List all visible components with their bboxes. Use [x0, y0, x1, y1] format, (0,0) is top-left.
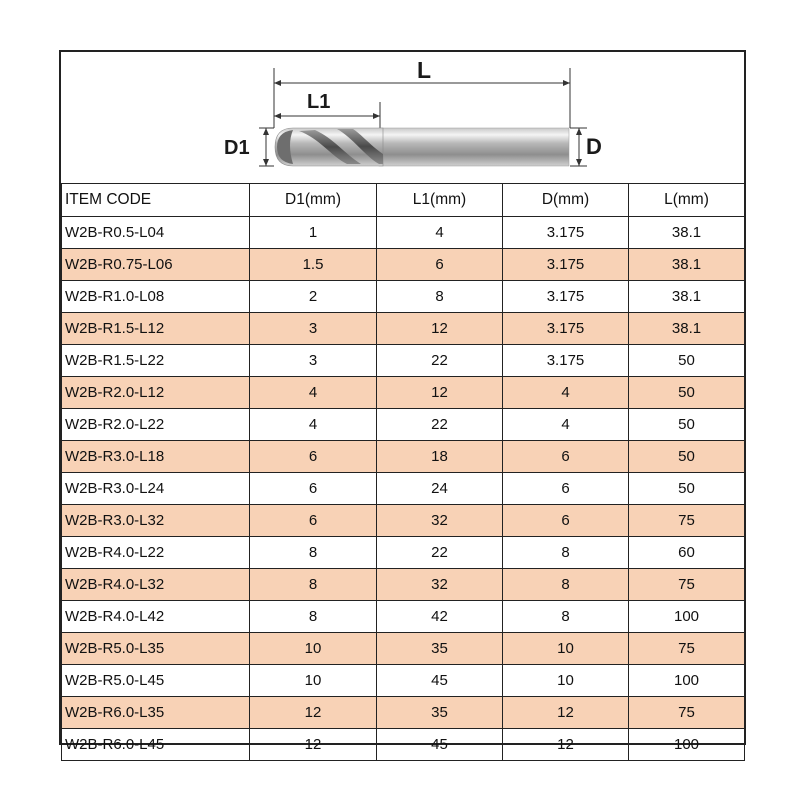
- cell-l1: 35: [377, 697, 503, 729]
- table-row: [62, 665, 745, 697]
- cell-item-code: W2B-R6.0-L35: [62, 697, 250, 729]
- cell-d1: 6: [250, 505, 377, 537]
- cell-l: 38.1: [629, 313, 745, 345]
- table-row: [62, 473, 745, 505]
- cell-l: 100: [629, 665, 745, 697]
- cell-l1: 22: [377, 537, 503, 569]
- dimension-D1: [259, 128, 274, 166]
- cell-d: 4: [503, 409, 629, 441]
- cell-item-code: W2B-R1.0-L08: [62, 281, 250, 313]
- table-header-row: [62, 184, 745, 217]
- cell-item-code: W2B-R5.0-L35: [62, 633, 250, 665]
- cell-d: 3.175: [503, 249, 629, 281]
- cell-d1: 2: [250, 281, 377, 313]
- cell-d1: 4: [250, 409, 377, 441]
- cell-l: 38.1: [629, 217, 745, 249]
- header-d1: D1(mm): [250, 184, 377, 217]
- spec-sheet-frame: [59, 50, 746, 753]
- cell-d: 8: [503, 537, 629, 569]
- cell-d: 6: [503, 473, 629, 505]
- cell-item-code: W2B-R0.5-L04: [62, 217, 250, 249]
- label-L: L: [417, 57, 432, 83]
- table-row: [62, 281, 745, 313]
- cell-l: 50: [629, 377, 745, 409]
- cell-l: 75: [629, 633, 745, 665]
- cell-d1: 3: [250, 345, 377, 377]
- cell-d1: 12: [250, 729, 377, 761]
- table-row: [62, 249, 745, 281]
- cell-d: 10: [503, 633, 629, 665]
- cell-item-code: W2B-R3.0-L32: [62, 505, 250, 537]
- table-row: [62, 313, 745, 345]
- cell-d: 3.175: [503, 345, 629, 377]
- cell-l: 100: [629, 601, 745, 633]
- table-row: [62, 633, 745, 665]
- cell-l1: 45: [377, 665, 503, 697]
- cell-item-code: W2B-R3.0-L18: [62, 441, 250, 473]
- cell-d1: 1.5: [250, 249, 377, 281]
- table-row: [62, 217, 745, 249]
- cell-l1: 4: [377, 217, 503, 249]
- cell-l1: 24: [377, 473, 503, 505]
- table-row: [62, 729, 745, 761]
- cell-d: 8: [503, 601, 629, 633]
- cell-d1: 8: [250, 537, 377, 569]
- cell-item-code: W2B-R4.0-L42: [62, 601, 250, 633]
- cell-item-code: W2B-R0.75-L06: [62, 249, 250, 281]
- table-row: [62, 441, 745, 473]
- cell-item-code: W2B-R3.0-L24: [62, 473, 250, 505]
- cell-d: 10: [503, 665, 629, 697]
- cell-item-code: W2B-R1.5-L12: [62, 313, 250, 345]
- cell-d1: 8: [250, 601, 377, 633]
- cell-d: 3.175: [503, 217, 629, 249]
- cell-d: 6: [503, 505, 629, 537]
- dimension-D: [570, 128, 587, 166]
- cell-l1: 42: [377, 601, 503, 633]
- cell-l1: 32: [377, 505, 503, 537]
- cell-d1: 3: [250, 313, 377, 345]
- cell-d1: 6: [250, 473, 377, 505]
- table-row: [62, 409, 745, 441]
- table-row: [62, 377, 745, 409]
- cell-d1: 1: [250, 217, 377, 249]
- label-L1: L1: [307, 91, 331, 113]
- table-row: [62, 345, 745, 377]
- cell-d: 6: [503, 441, 629, 473]
- cell-d1: 10: [250, 633, 377, 665]
- cell-d: 3.175: [503, 281, 629, 313]
- cell-l: 75: [629, 505, 745, 537]
- cell-d: 3.175: [503, 313, 629, 345]
- table-body: [62, 217, 745, 761]
- cell-l: 50: [629, 441, 745, 473]
- cell-l: 38.1: [629, 249, 745, 281]
- header-d: D(mm): [503, 184, 629, 217]
- cell-l1: 22: [377, 345, 503, 377]
- cell-d1: 12: [250, 697, 377, 729]
- cell-l1: 12: [377, 313, 503, 345]
- cell-d: 4: [503, 377, 629, 409]
- cell-item-code: W2B-R5.0-L45: [62, 665, 250, 697]
- table-row: [62, 505, 745, 537]
- cell-l: 60: [629, 537, 745, 569]
- cell-d1: 10: [250, 665, 377, 697]
- cell-l1: 35: [377, 633, 503, 665]
- cell-item-code: W2B-R2.0-L22: [62, 409, 250, 441]
- label-D: D: [586, 134, 602, 159]
- cell-item-code: W2B-R6.0-L45: [62, 729, 250, 761]
- cell-l: 100: [629, 729, 745, 761]
- cell-l: 50: [629, 473, 745, 505]
- cell-l: 75: [629, 697, 745, 729]
- cell-d: 12: [503, 697, 629, 729]
- header-item-code: ITEM CODE: [62, 184, 250, 217]
- cell-l1: 6: [377, 249, 503, 281]
- cell-l1: 18: [377, 441, 503, 473]
- cell-l: 38.1: [629, 281, 745, 313]
- cell-l1: 32: [377, 569, 503, 601]
- cell-d: 8: [503, 569, 629, 601]
- cell-item-code: W2B-R2.0-L12: [62, 377, 250, 409]
- table-row: [62, 569, 745, 601]
- cell-l: 50: [629, 345, 745, 377]
- cell-l1: 12: [377, 377, 503, 409]
- cell-l1: 45: [377, 729, 503, 761]
- header-l: L(mm): [629, 184, 745, 217]
- cell-item-code: W2B-R1.5-L22: [62, 345, 250, 377]
- end-mill-diagram: [61, 52, 744, 183]
- label-D1: D1: [224, 137, 250, 159]
- cell-l1: 22: [377, 409, 503, 441]
- table-row: [62, 697, 745, 729]
- spec-table: [61, 183, 745, 761]
- cell-d1: 8: [250, 569, 377, 601]
- end-mill-tool: [275, 128, 569, 166]
- header-l1: L1(mm): [377, 184, 503, 217]
- cell-d: 12: [503, 729, 629, 761]
- cell-l: 50: [629, 409, 745, 441]
- table-row: [62, 601, 745, 633]
- cell-l: 75: [629, 569, 745, 601]
- cell-item-code: W2B-R4.0-L32: [62, 569, 250, 601]
- cell-d1: 4: [250, 377, 377, 409]
- cell-d1: 6: [250, 441, 377, 473]
- end-mill-drawing: [61, 52, 744, 183]
- cell-item-code: W2B-R4.0-L22: [62, 537, 250, 569]
- table-row: [62, 537, 745, 569]
- cell-l1: 8: [377, 281, 503, 313]
